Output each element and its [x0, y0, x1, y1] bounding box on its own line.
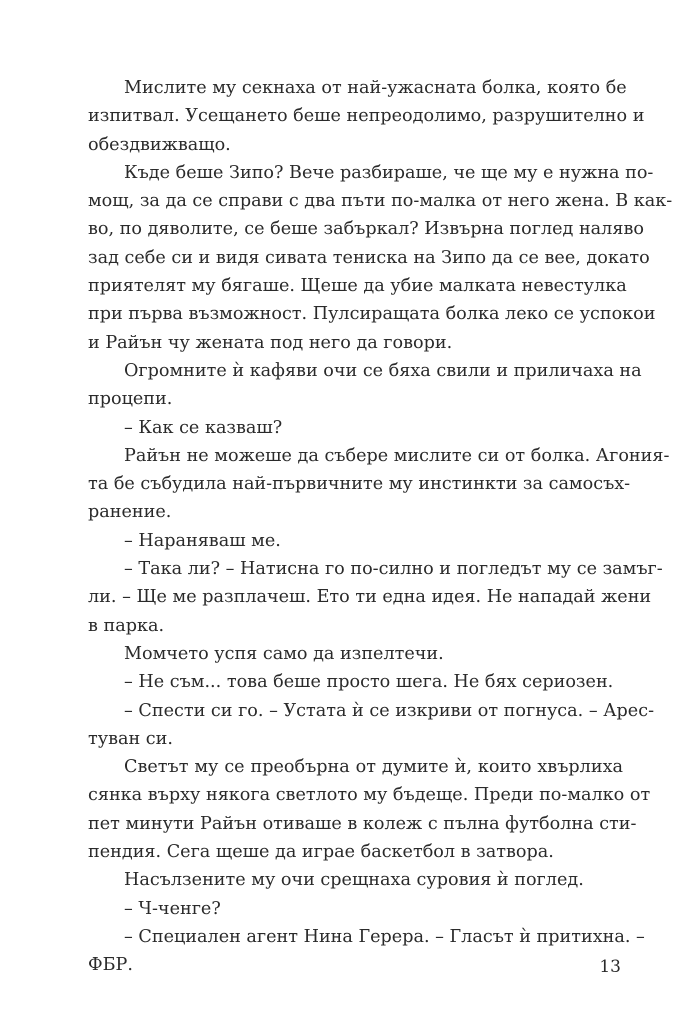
text-line: пет минути Райън отиваше в колеж с пълна футболна сти- [88, 813, 637, 834]
text-line: процепи. [88, 389, 173, 410]
text-line: Мислите му секнаха от най-ужасната болка, която бе [124, 78, 627, 98]
text-line: Къде беше Зипо? Вече разбираше, че ще му е нужна по- [124, 162, 654, 183]
page-number: 13 [599, 957, 621, 977]
text-line: сянка върху някога светлото му бъдеще. Преди по-малко от [88, 785, 651, 806]
text-line: приятелят му бягаше. Щеше да убие малката невестулка [88, 276, 627, 297]
text-line: – Как се казваш? [124, 417, 283, 438]
text-line: ФБР. [88, 955, 133, 976]
text-line: туван си. [88, 728, 173, 749]
text-line: мощ, за да се справи с два пъти по-малка от него жена. В как- [88, 191, 673, 212]
text-line: зад себе си и видя сивата тениска на Зипо да се вее, докато [88, 247, 650, 268]
text-line: Момчето успя само да изпелтечи. [124, 643, 444, 664]
text-line: Насълзените му очи срещнаха суровия ѝ поглед. [124, 870, 584, 891]
text-line: – Ч-ченге? [124, 898, 221, 919]
text-line: ли. – Ще ме разплачеш. Ето ти една идея. Не нападай жени [88, 587, 652, 608]
text-line: в парка. [88, 615, 165, 636]
body-text [88, 74, 673, 980]
text-line: – Спести си го. – Устата ѝ се изкриви от погнуса. – Арес- [124, 700, 655, 721]
text-line: обездвижващо. [88, 134, 231, 155]
text-line: ранение. [88, 502, 172, 523]
text-line: – Не съм... това беше просто шега. Не бях сериозен. [124, 672, 614, 693]
text-line: Огромните ѝ кафяви очи се бяха свили и приличаха на [124, 360, 642, 381]
text-line: во, по дяволите, се беше забъркал? Извърна поглед наляво [88, 219, 644, 240]
text-line: – Нараняваш ме. [124, 530, 281, 551]
text-line: Райън не можеше да събере мислите си от болка. Агония- [124, 445, 670, 466]
text-line: и Райън чу жената под него да говори. [88, 332, 453, 353]
text-line: та бе събудила най-първичните му инстинкти за самосъх- [88, 474, 631, 495]
text-line: – Така ли? – Натисна го по-силно и погледът му се замъг- [124, 559, 663, 580]
text-line: пендия. Сега щеше да играе баскетбол в затвора. [88, 842, 554, 863]
text-line: при първа възможност. Пулсиращата болка леко се успокои [88, 304, 656, 325]
text-line: Светът му се преобърна от думите ѝ, които хвърлиха [124, 757, 623, 778]
text-line: – Специален агент Нина Герера. – Гласът ѝ притихна. – [124, 926, 645, 947]
text-line: изпитвал. Усещането беше непреодолимо, разрушително и [88, 106, 645, 127]
